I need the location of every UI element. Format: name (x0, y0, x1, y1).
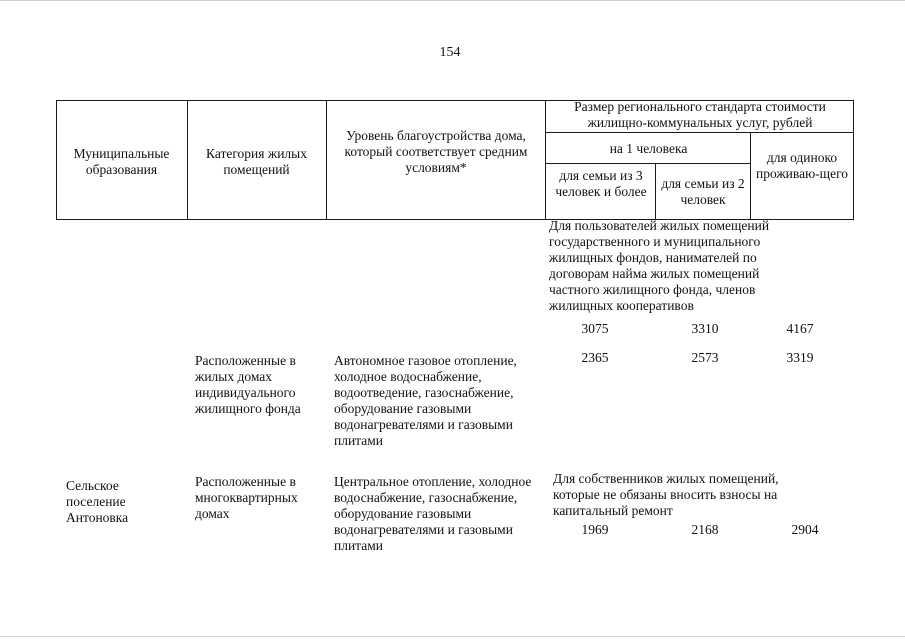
header-family2: для семьи из 2 человек (661, 176, 745, 207)
header-col-divider-2 (326, 100, 327, 220)
row-amenities: Центральное отопление, холодное водоснабжение, газоснабжение, оборудование газовыми водонагревателями и газовыми плитами (334, 474, 532, 553)
value-single: 3319 (786, 350, 814, 365)
header-per-person: на 1 человека (609, 141, 688, 156)
row-amenities: Автономное газовое отопление, холодное водоснабжение, водоотведение, газоснабжение, оборудование газовыми водонагревателями и газовыми плитами (334, 353, 517, 448)
row-note: Для пользователей жилых помещений государственного и муниципального жилищных фондов, нанимателей по договорам найма жилых помещений частного жилищного фонда, членов жилищных кооперативов (549, 218, 770, 313)
page-number: 154 (439, 45, 461, 60)
value-family2: 2573 (691, 350, 719, 365)
value-single: 4167 (786, 321, 814, 336)
value-family3: 2365 (581, 350, 609, 365)
value-family2: 3310 (691, 321, 719, 336)
row-note: Для собственников жилых помещений, которые не обязаны вносить взносы на капитальный ремонт (553, 471, 779, 518)
header-amenities: Уровень благоустройства дома, который соответствует средним условиям* (344, 128, 528, 175)
header-municipality: Муниципальные образования (73, 146, 170, 177)
value-family3: 1969 (581, 522, 609, 537)
header-standard: Размер регионального стандарта стоимости жилищно-коммунальных услуг, рублей (574, 99, 826, 130)
header-category: Категория жилых помещений (206, 146, 307, 177)
header-col-divider-4 (750, 132, 751, 220)
scan-edge-bottom (0, 636, 905, 637)
header-left-border (56, 100, 57, 220)
scan-edge-top (0, 0, 905, 1)
header-col-divider-3 (545, 100, 546, 220)
row-category: Расположенные в многоквартирных домах (195, 474, 298, 521)
row-municipality: Сельское поселение Антоновка (66, 478, 129, 525)
value-family2: 2168 (691, 522, 719, 537)
value-family3: 3075 (581, 321, 609, 336)
header-right-border (853, 100, 854, 220)
header-col-divider-5 (655, 163, 656, 220)
header-family3: для семьи из 3 человек и более (555, 168, 647, 199)
header-divider-standard (545, 132, 854, 133)
header-divider-per-person (545, 163, 750, 164)
value-single: 2904 (791, 522, 819, 537)
row-category: Расположенные в жилых домах индивидуального жилищного фонда (195, 353, 301, 416)
header-col-divider-1 (187, 100, 188, 220)
header-single: для одиноко проживаю-щего (755, 150, 849, 181)
